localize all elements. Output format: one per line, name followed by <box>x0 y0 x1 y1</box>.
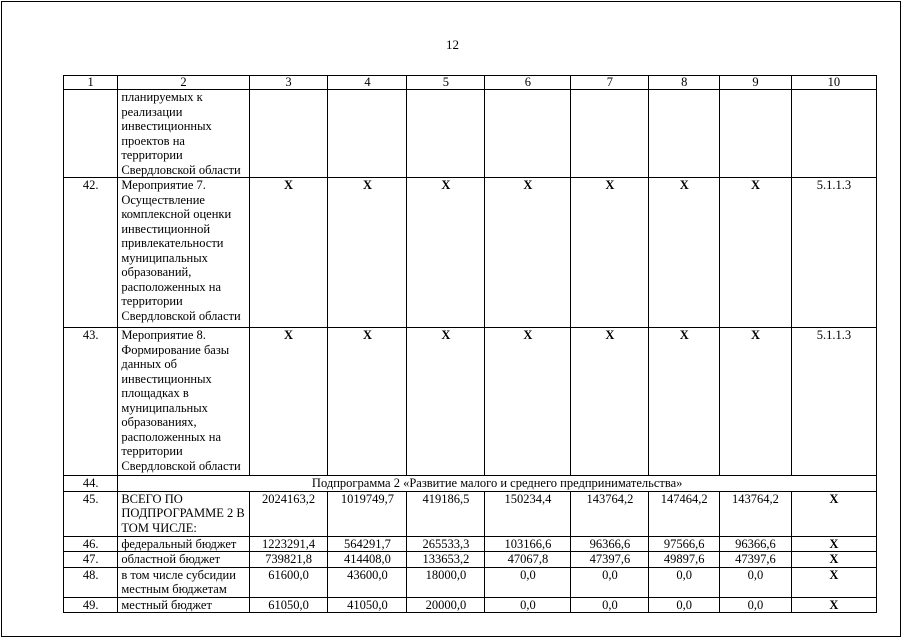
cell-value: 1223291,4 <box>249 536 328 552</box>
cell-value: 419186,5 <box>407 491 485 536</box>
cell-value: 143764,2 <box>571 491 649 536</box>
row-number: 44. <box>64 476 118 492</box>
row-name: Мероприятие 8. Формирование базы данных об инвестиционных площадках в муниципальных образованиях, расположенных на территории Свердловской области <box>118 328 249 476</box>
cell-value: 0,0 <box>571 567 649 597</box>
cell-ref: X <box>791 536 876 552</box>
col-header: 8 <box>649 76 720 90</box>
row-number: 45. <box>64 491 118 536</box>
cell-value: 2024163,2 <box>249 491 328 536</box>
cell-value: X <box>407 328 485 476</box>
cell-value: 0,0 <box>571 597 649 613</box>
col-header: 9 <box>720 76 792 90</box>
cell-ref: X <box>791 597 876 613</box>
cell-ref: 5.1.1.3 <box>791 178 876 328</box>
cell-ref: X <box>791 567 876 597</box>
col-header: 4 <box>328 76 407 90</box>
cell-value: 0,0 <box>485 597 571 613</box>
col-header: 6 <box>485 76 571 90</box>
cell-value: 143764,2 <box>720 491 792 536</box>
cell-value: 61600,0 <box>249 567 328 597</box>
cell-value: X <box>720 178 792 328</box>
cell-value: 265533,3 <box>407 536 485 552</box>
row-number: 43. <box>64 328 118 476</box>
cell-value: X <box>649 328 720 476</box>
row-number: 48. <box>64 567 118 597</box>
cell-value: 0,0 <box>649 567 720 597</box>
cell-value: 96366,6 <box>571 536 649 552</box>
cell-value: 150234,4 <box>485 491 571 536</box>
col-header: 1 <box>64 76 118 90</box>
cell-value: 133653,2 <box>407 552 485 568</box>
cell-value: 0,0 <box>720 567 792 597</box>
row-name: в том числе субсидии местным бюджетам <box>118 567 249 597</box>
row-number: 46. <box>64 536 118 552</box>
budget-table <box>63 75 877 613</box>
cell-value: 20000,0 <box>407 597 485 613</box>
col-header: 3 <box>249 76 328 90</box>
cell-value: 18000,0 <box>407 567 485 597</box>
cell-value: X <box>249 178 328 328</box>
row-number <box>64 90 118 178</box>
col-header: 7 <box>571 76 649 90</box>
table-row <box>64 491 877 536</box>
cell-value: X <box>571 328 649 476</box>
row-name: областной бюджет <box>118 552 249 568</box>
row-number: 42. <box>64 178 118 328</box>
cell-value: 43600,0 <box>328 567 407 597</box>
table-row <box>64 597 877 613</box>
cell-ref: X <box>791 491 876 536</box>
cell-value: 147464,2 <box>649 491 720 536</box>
cell-value: X <box>485 178 571 328</box>
cell-ref: 5.1.1.3 <box>791 328 876 476</box>
cell-value: 49897,6 <box>649 552 720 568</box>
row-name: Мероприятие 7. Осуществление комплексной оценки инвестиционной привлекательности муниципальных образований, расположенных на территории Свердловской области <box>118 178 249 328</box>
cell-value: 0,0 <box>485 567 571 597</box>
cell-value: X <box>485 328 571 476</box>
row-name: местный бюджет <box>118 597 249 613</box>
cell-value: 97566,6 <box>649 536 720 552</box>
row-number: 47. <box>64 552 118 568</box>
header-row <box>64 76 877 90</box>
cell-value: 61050,0 <box>249 597 328 613</box>
row-number: 49. <box>64 597 118 613</box>
col-header: 2 <box>118 76 249 90</box>
cell-value: 41050,0 <box>328 597 407 613</box>
row-name: планируемых к реализации инвестиционных проектов на территории Свердловской области <box>118 90 249 178</box>
cell-value: X <box>571 178 649 328</box>
table-row <box>64 328 877 476</box>
table-row <box>64 552 877 568</box>
cell-value: 0,0 <box>649 597 720 613</box>
cell-value: 739821,8 <box>249 552 328 568</box>
row-name: федеральный бюджет <box>118 536 249 552</box>
cell-value: 0,0 <box>720 597 792 613</box>
cell-value: 47067,8 <box>485 552 571 568</box>
cell-ref: X <box>791 552 876 568</box>
cell-value: X <box>249 328 328 476</box>
subprogram-row <box>64 476 877 492</box>
cell-value: 47397,6 <box>720 552 792 568</box>
subprogram-title: Подпрограмма 2 «Развитие малого и среднего предпринимательства» <box>118 476 877 492</box>
cell-value: 47397,6 <box>571 552 649 568</box>
cell-value: 414408,0 <box>328 552 407 568</box>
cell-value: X <box>720 328 792 476</box>
table-row <box>64 178 877 328</box>
cell-value: X <box>328 328 407 476</box>
col-header: 5 <box>407 76 485 90</box>
cell-value: 564291,7 <box>328 536 407 552</box>
table-row <box>64 567 877 597</box>
page-number: 12 <box>446 37 459 52</box>
cell-value: X <box>328 178 407 328</box>
row-name: ВСЕГО ПО ПОДПРОГРАММЕ 2 В ТОМ ЧИСЛЕ: <box>118 491 249 536</box>
cell-value: 96366,6 <box>720 536 792 552</box>
cell-value: 1019749,7 <box>328 491 407 536</box>
col-header: 10 <box>791 76 876 90</box>
cell-value: 103166,6 <box>485 536 571 552</box>
table-row <box>64 90 877 178</box>
cell-value: X <box>649 178 720 328</box>
cell-value: X <box>407 178 485 328</box>
table-row <box>64 536 877 552</box>
